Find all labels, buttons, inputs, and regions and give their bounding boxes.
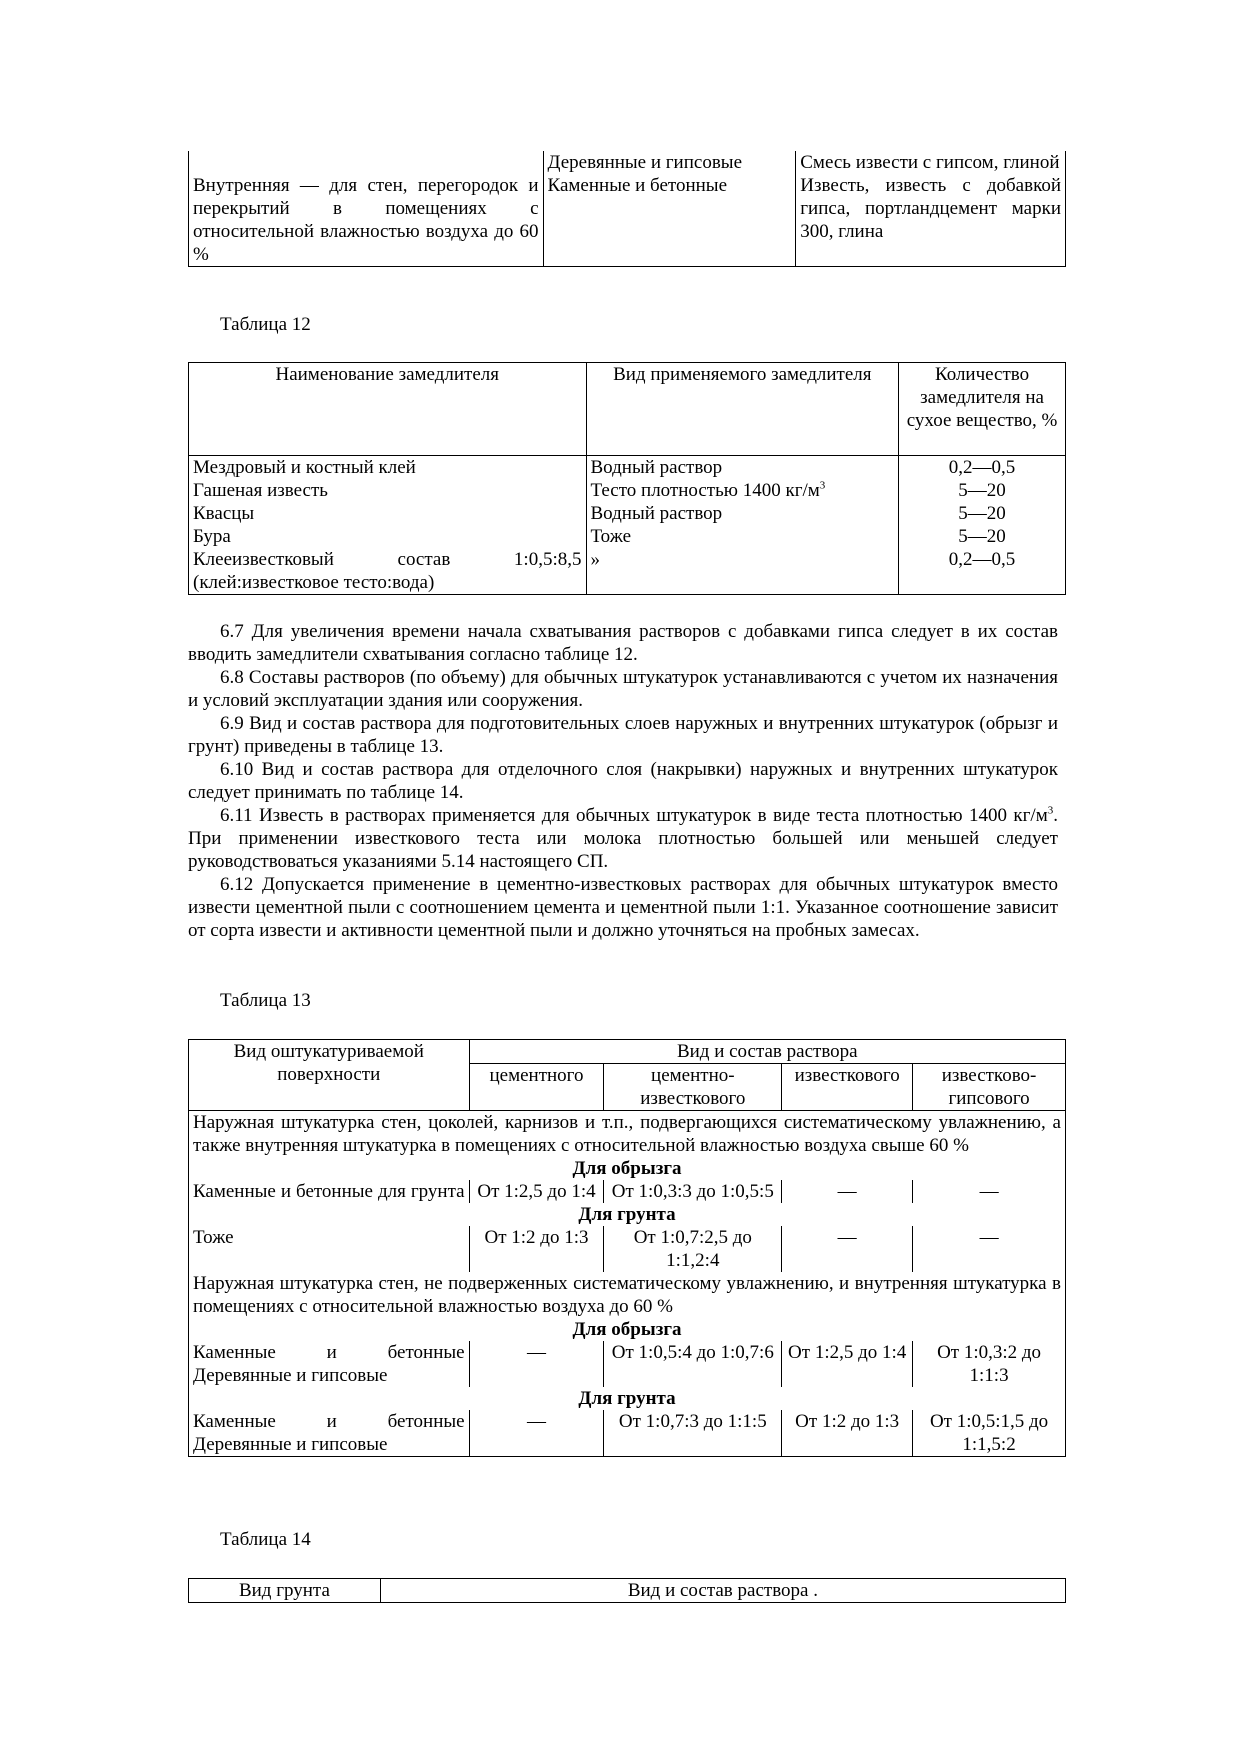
body-text: [188, 620, 1058, 942]
paragraph-6-10: 6.10 Вид и состав раствора для отделочного слоя (накрывки) наружных и внутренних штукатурок следует принимать по таблице 14.: [188, 759, 1058, 803]
paragraph-text: . При применении известкового теста или молока плотностью большей или меньшей следует руководствоваться указаниями 5.14 настоящего СП.: [188, 805, 1058, 872]
table-cell: Водный раствор: [586, 502, 899, 525]
table-cell: [586, 479, 899, 502]
table-row: [189, 479, 1066, 502]
table-cell: Гашеная известь: [189, 479, 587, 502]
header-cell: Вид грунта: [189, 1579, 381, 1603]
section-title: Наружная штукатурка стен, не подверженных систематическому увлажнению, и внутренняя штукатурка в помещениях с относительной влажностью воздуха до 60 %: [193, 1273, 1061, 1317]
subsection-row: [189, 1318, 1066, 1341]
section-title: Наружная штукатурка стен, цоколей, карнизов и т.п., подвергающихся систематическому увлажнению, а также внутренняя штукатурка в помещениях с относительной влажностью воздуха свыше 60 %: [193, 1112, 1061, 1156]
table-cell: Мездровый и костный клей: [189, 456, 587, 480]
table-cell: От 1:0,7:3 до 1:1:5: [604, 1410, 782, 1457]
subsection-title: Для обрызга: [572, 1158, 682, 1179]
table-cell: Внутренняя — для стен, перегородок и перекрытий в помещениях с относительной влажностью воздуха до 60 %: [189, 174, 544, 267]
header-cell: цементного: [469, 1064, 604, 1111]
table-12-caption: Таблица 12: [220, 314, 311, 335]
header-cell: Вид и состав раствора: [469, 1040, 1065, 1064]
table-row: [189, 174, 1066, 267]
table-cell: [189, 151, 544, 174]
table-cell: 0,2—0,5: [899, 548, 1066, 595]
table-cell: Бура: [189, 525, 587, 548]
table-cell: Водный раствор: [586, 456, 899, 480]
table-cell: 5—20: [899, 525, 1066, 548]
table-cell: —: [782, 1180, 913, 1203]
table-14-caption: Таблица 14: [220, 1529, 311, 1550]
paragraph-text: 6.11 Известь в растворах применяется для обычных штукатурок в виде теста плотностью 1400 кг/м: [220, 805, 1048, 826]
table-cell: Каменные и бетонные для грунта: [189, 1180, 470, 1203]
table-row: [189, 1226, 1066, 1272]
header-cell: Наименование замедлителя: [189, 363, 587, 456]
table-cell: »: [586, 548, 899, 595]
paragraph-6-9: 6.9 Вид и состав раствора для подготовительных слоев наружных и внутренних штукатурок (обрызг и грунт) приведены в таблице 13.: [188, 713, 1058, 757]
header-cell: известкового: [782, 1064, 913, 1111]
table-cell: Известь, известь с добавкой гипса, портландцемент марки 300, глина: [796, 174, 1066, 267]
table-cell: 5—20: [899, 479, 1066, 502]
table-12: [188, 362, 1066, 595]
table-row: [189, 1180, 1066, 1203]
subsection-row: [189, 1387, 1066, 1410]
table-cell: 5—20: [899, 502, 1066, 525]
subsection-title: Для обрызга: [572, 1319, 682, 1340]
header-cell: Вид применяемого замедлителя: [586, 363, 899, 456]
table-cell: От 1:2,5 до 1:4: [782, 1341, 913, 1387]
cell-line: Каменные и бетонные: [193, 1342, 465, 1363]
table-header-row: [189, 1040, 1066, 1064]
table-row: [189, 1341, 1066, 1387]
table-cell: [189, 1341, 470, 1387]
table-cell: От 1:0,5:1,5 до 1:1,5:2: [913, 1410, 1066, 1457]
table-11-continuation: [188, 151, 1066, 267]
table-cell: Деревянные и гипсовые: [543, 151, 796, 174]
cell-text: Тесто плотностью 1400 кг/м: [590, 480, 820, 501]
table-header-row: [189, 363, 1066, 456]
subsection-title: Для грунта: [578, 1204, 676, 1225]
table-cell: От 1:0,7:2,5 до 1:1,2:4: [604, 1226, 782, 1272]
paragraph-6-11: [188, 804, 1058, 873]
table-cell: Клееизвестковый состав 1:0,5:8,5 (клей:известковое тесто:вода): [189, 548, 587, 595]
table-cell: [189, 1410, 470, 1457]
table-row: [189, 502, 1066, 525]
table-row: [189, 1410, 1066, 1457]
table-cell: —: [913, 1226, 1066, 1272]
table-cell: От 1:2 до 1:3: [469, 1226, 604, 1272]
table-cell: —: [469, 1341, 604, 1387]
table-cell: От 1:0,3:2 до 1:1:3: [913, 1341, 1066, 1387]
table-cell: —: [782, 1226, 913, 1272]
cell-line: Каменные и бетонные: [193, 1411, 465, 1432]
table-cell: Каменные и бетонные: [543, 174, 796, 267]
table-13-caption: Таблица 13: [220, 990, 311, 1011]
table-cell: Смесь извести с гипсом, глиной: [796, 151, 1066, 174]
table-cell: Тоже: [586, 525, 899, 548]
table-cell: От 1:0,3:3 до 1:0,5:5: [604, 1180, 782, 1203]
section-row: [189, 1272, 1066, 1318]
subsection-title: Для грунта: [578, 1388, 676, 1409]
header-cell: Количество замедлителя на сухое вещество, %: [899, 363, 1066, 456]
header-cell: Вид и состав раствора .: [380, 1579, 1065, 1603]
header-cell: цементно-известкового: [604, 1064, 782, 1111]
table-cell: От 1:0,5:4 до 1:0,7:6: [604, 1341, 782, 1387]
superscript: 3: [819, 479, 826, 492]
header-cell: известково-гипсового: [913, 1064, 1066, 1111]
table-row: [189, 548, 1066, 595]
paragraph-6-8: 6.8 Составы растворов (по объему) для обычных штукатурок устанавливаются с учетом их назначения и условий эксплуатации здания или сооружения.: [188, 667, 1058, 711]
cell-line: Деревянные и гипсовые: [193, 1365, 388, 1386]
table-cell: Квасцы: [189, 502, 587, 525]
subsection-row: [189, 1157, 1066, 1180]
paragraph-6-7: 6.7 Для увеличения времени начала схватывания растворов с добавками гипса следует в их состав вводить замедлители схватывания согласно таблице 12.: [188, 621, 1058, 665]
table-13: [188, 1039, 1066, 1457]
table-cell: 0,2—0,5: [899, 456, 1066, 480]
table-row: [189, 456, 1066, 480]
table-header-row: [189, 1579, 1066, 1603]
table-14: [188, 1578, 1066, 1603]
table-cell: —: [913, 1180, 1066, 1203]
subsection-row: [189, 1203, 1066, 1226]
table-cell: От 1:2,5 до 1:4: [469, 1180, 604, 1203]
cell-line: Деревянные и гипсовые: [193, 1434, 388, 1455]
paragraph-6-12: 6.12 Допускается применение в цементно-известковых растворах для обычных штукатурок вместо извести цементной пыли с соотношением цемента и цементной пыли 1:1. Указанное соотношение зависит от сорта извести и активности цементной пыли и должно уточняться на пробных замесах.: [188, 874, 1058, 941]
header-cell: Вид оштукатуриваемой поверхности: [189, 1040, 470, 1111]
table-cell: —: [469, 1410, 604, 1457]
table-cell: От 1:2 до 1:3: [782, 1410, 913, 1457]
section-row: [189, 1111, 1066, 1158]
table-cell: Тоже: [189, 1226, 470, 1272]
table-row: [189, 525, 1066, 548]
superscript: 3: [1047, 804, 1054, 817]
table-row: [189, 151, 1066, 174]
